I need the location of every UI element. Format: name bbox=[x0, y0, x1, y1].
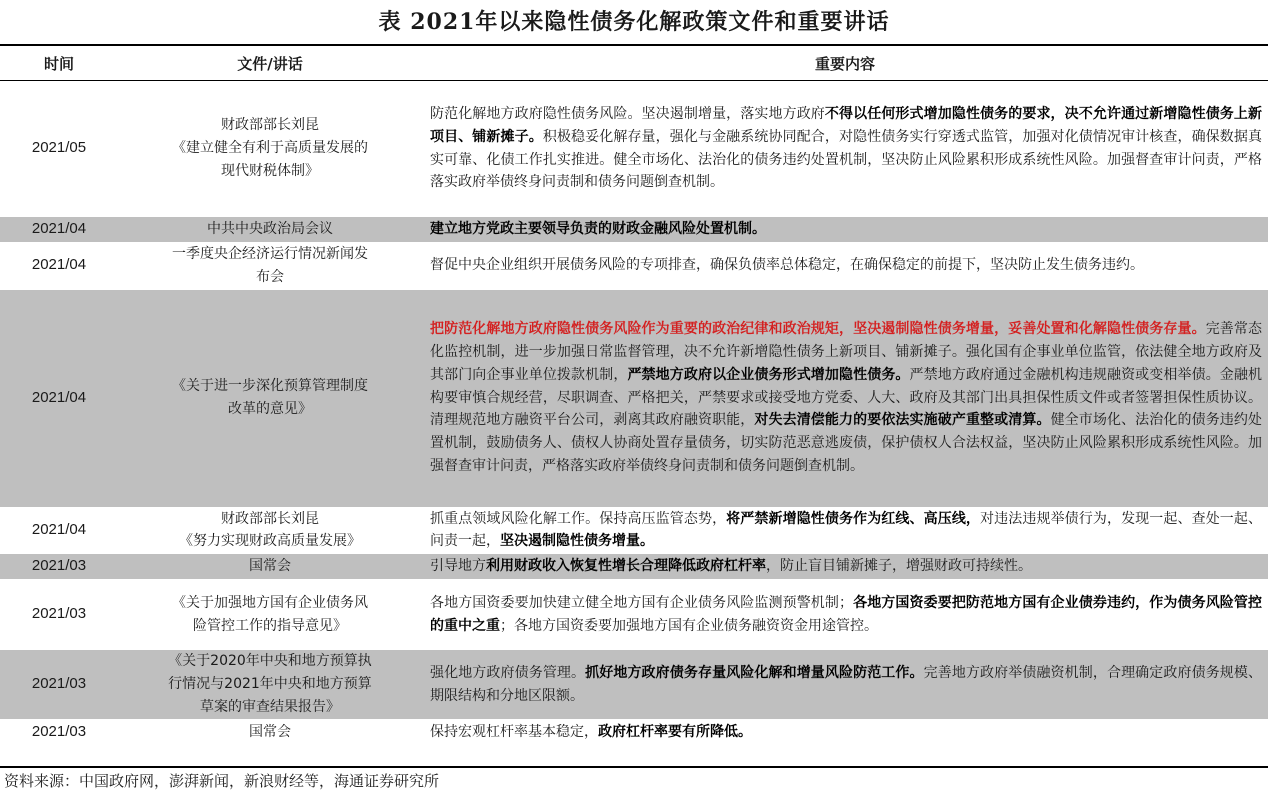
document-title-line: 《努力实现财政高质量发展》 bbox=[179, 533, 361, 550]
row-content bbox=[422, 507, 1268, 554]
document-title-line: 改革的意见》 bbox=[228, 401, 312, 418]
document-title-line: 行情况与2021年中央和地方预算 bbox=[168, 676, 372, 693]
row-content bbox=[422, 554, 1268, 580]
bold-emphasis: 利用财政收入恢复性增长合理降低政府杠杆率 bbox=[486, 558, 766, 575]
document-title-line: 现代财税体制》 bbox=[221, 162, 319, 179]
row-document bbox=[118, 81, 422, 217]
table-row bbox=[0, 554, 1268, 580]
content-text: 各地方国资委要加快建立健全地方国有企业债务风险监测预警机制； bbox=[430, 594, 853, 611]
row-document bbox=[118, 720, 422, 746]
document-title-line: 中共中央政治局会议 bbox=[207, 221, 333, 238]
row-content bbox=[422, 243, 1268, 290]
table-row bbox=[0, 217, 1268, 243]
row-content bbox=[422, 580, 1268, 650]
table-title: 表 2021年以来隐性债务化解政策文件和重要讲话 bbox=[378, 9, 890, 35]
row-content bbox=[422, 720, 1268, 746]
row-date: 2021/03 bbox=[0, 554, 118, 580]
table-row bbox=[0, 243, 1268, 290]
content-text: 完善常态化监控机制，进一步加强日常监督管理，决不允许新增隐性债务上新项目、铺新摊子。强化国有企事业单位监管，依法健全地方政府及其部门向企事业单位拨款机制， bbox=[430, 321, 1262, 383]
content-text: 督促中央企业组织开展债务风险的专项排查，确保负债率总体稳定，在确保稳定的前提下，坚决防止发生债务违约。 bbox=[430, 257, 1144, 274]
bold-emphasis: 各地方国资委要把防范地方国有企业债券违约，作为债务风险管控的重中之重 bbox=[430, 594, 1262, 634]
row-document bbox=[118, 507, 422, 554]
content-text: 对违法违规举债行为，发现一起、查处一起、问责一起， bbox=[430, 510, 1263, 550]
table-row bbox=[0, 650, 1268, 720]
content-text: 抓重点领域风险化解工作。保持高压监管态势， bbox=[430, 510, 727, 527]
content-text: 健全市场化、法治化的债务违约处置机制，鼓励债务人、债权人协商处置存量债务，切实防范恶意逃废债，保护债权人合法权益，坚决防止风险累积形成系统性风险。加强督查审计问责，严格落实政府举债终身问责制和债务问题倒查机制。 bbox=[430, 412, 1263, 475]
bold-emphasis: 对失去清偿能力的要依法实施破产重整或清算。 bbox=[754, 412, 1051, 429]
bold-emphasis: 将严禁新增隐性债务作为红线、高压线， bbox=[726, 510, 981, 527]
document-title-line: 布会 bbox=[256, 268, 284, 285]
document-title-line: 《建立健全有利于高质量发展的 bbox=[172, 140, 368, 157]
bold-emphasis: 抓好地方政府债务存量风险化解和增量风险防范工作。 bbox=[585, 664, 924, 681]
header-row bbox=[0, 46, 1268, 81]
document-title-line: 《关于2020年中央和地方预算执 bbox=[168, 653, 372, 670]
document-title-line: 财政部部长刘昆 bbox=[221, 117, 319, 134]
document-title-line: 险管控工作的指导意见》 bbox=[193, 617, 347, 634]
red-emphasis: 把防范化解地方政府隐性债务风险作为重要的政治纪律和政治规矩，坚决遏制隐性债务增量，妥善处置和化解隐性债务存量。 bbox=[430, 321, 1206, 338]
row-date: 2021/05 bbox=[0, 81, 118, 217]
row-date: 2021/03 bbox=[0, 650, 118, 720]
bold-emphasis: 不得以任何形式增加隐性债务的要求，决不允许通过新增隐性债务上新项目、铺新摊子。 bbox=[430, 105, 1263, 145]
row-date: 2021/03 bbox=[0, 720, 118, 746]
header-date: 时间 bbox=[0, 46, 118, 81]
row-document bbox=[118, 580, 422, 650]
content-text: 保持宏观杠杆率基本稳定， bbox=[430, 724, 598, 741]
content-text: 完善地方政府举债融资机制，合理确定政府债务规模、期限结构和分地区限额。 bbox=[430, 664, 1263, 704]
row-document bbox=[118, 243, 422, 290]
document-title-line: 《关于进一步深化预算管理制度 bbox=[172, 378, 368, 395]
content-text: 积极稳妥化解存量，强化与金融系统协同配合，对隐性债务实行穿透式监管，加强对化债情况审计核查，确保数据真实可靠、化债工作扎实推进。健全市场化、法治化的债务违约处置机制，坚决防止风险累积形成系统性风险。加强督查审计问责，严格落实政府举债终身问责制和债务问题倒查机制。 bbox=[430, 128, 1262, 191]
row-date: 2021/04 bbox=[0, 243, 118, 290]
bottom-rule bbox=[0, 766, 1268, 768]
row-date: 2021/04 bbox=[0, 289, 118, 507]
content-text: 防范化解地方政府隐性债务风险。坚决遏制增量，落实地方政府 bbox=[430, 105, 825, 122]
content-text: ，防止盲目铺新摊子，增强财政可持续性。 bbox=[766, 558, 1032, 575]
content-text: ；各地方国资委要加强地方国有企业债务融资资金用途管控。 bbox=[500, 617, 878, 634]
content-text: 严禁地方政府通过金融机构违规融资或变相举债。金融机构要审慎合规经营，尽职调查、严格把关，严禁要求或接受地方党委、人大、政府及其部门出具担保性质文件或者签署担保性质协议。清理规范地方融资平台公司，剥离其政府融资职能， bbox=[430, 366, 1263, 429]
row-content bbox=[422, 650, 1268, 720]
policy-table bbox=[0, 46, 1268, 746]
bold-emphasis: 坚决遏制隐性债务增量。 bbox=[500, 533, 654, 550]
row-content bbox=[422, 217, 1268, 243]
row-date: 2021/03 bbox=[0, 580, 118, 650]
document-title-line: 国常会 bbox=[249, 724, 291, 741]
document-title-line: 财政部部长刘昆 bbox=[221, 510, 319, 527]
document-title-line: 《关于加强地方国有企业债务风 bbox=[172, 594, 368, 611]
row-document bbox=[118, 650, 422, 720]
document-title-line: 国常会 bbox=[249, 558, 291, 575]
table-body bbox=[0, 81, 1268, 746]
row-content bbox=[422, 289, 1268, 507]
header-content: 重要内容 bbox=[422, 46, 1268, 81]
bold-emphasis: 严禁地方政府以企业债务形式增加隐性债务。 bbox=[627, 366, 910, 383]
content-text: 引导地方 bbox=[430, 558, 486, 575]
table-row bbox=[0, 507, 1268, 554]
document-title-line: 草案的审查结果报告》 bbox=[200, 699, 340, 716]
bold-emphasis: 建立地方党政主要领导负责的财政金融风险处置机制。 bbox=[430, 221, 766, 238]
row-content bbox=[422, 81, 1268, 217]
source-note: 资料来源：中国政府网，澎湃新闻，新浪财经等，海通证券研究所 bbox=[4, 772, 440, 790]
content-text: 强化地方政府债务管理。 bbox=[430, 664, 586, 681]
row-document bbox=[118, 289, 422, 507]
table-row bbox=[0, 720, 1268, 746]
bold-emphasis: 政府杠杆率要有所降低。 bbox=[598, 724, 752, 741]
row-document bbox=[118, 217, 422, 243]
header-doc: 文件/讲话 bbox=[118, 46, 422, 81]
row-date: 2021/04 bbox=[0, 217, 118, 243]
table-row bbox=[0, 580, 1268, 650]
row-date: 2021/04 bbox=[0, 507, 118, 554]
row-document bbox=[118, 554, 422, 580]
table-row bbox=[0, 81, 1268, 217]
table-row bbox=[0, 289, 1268, 507]
document-title-line: 一季度央企经济运行情况新闻发 bbox=[172, 246, 368, 262]
